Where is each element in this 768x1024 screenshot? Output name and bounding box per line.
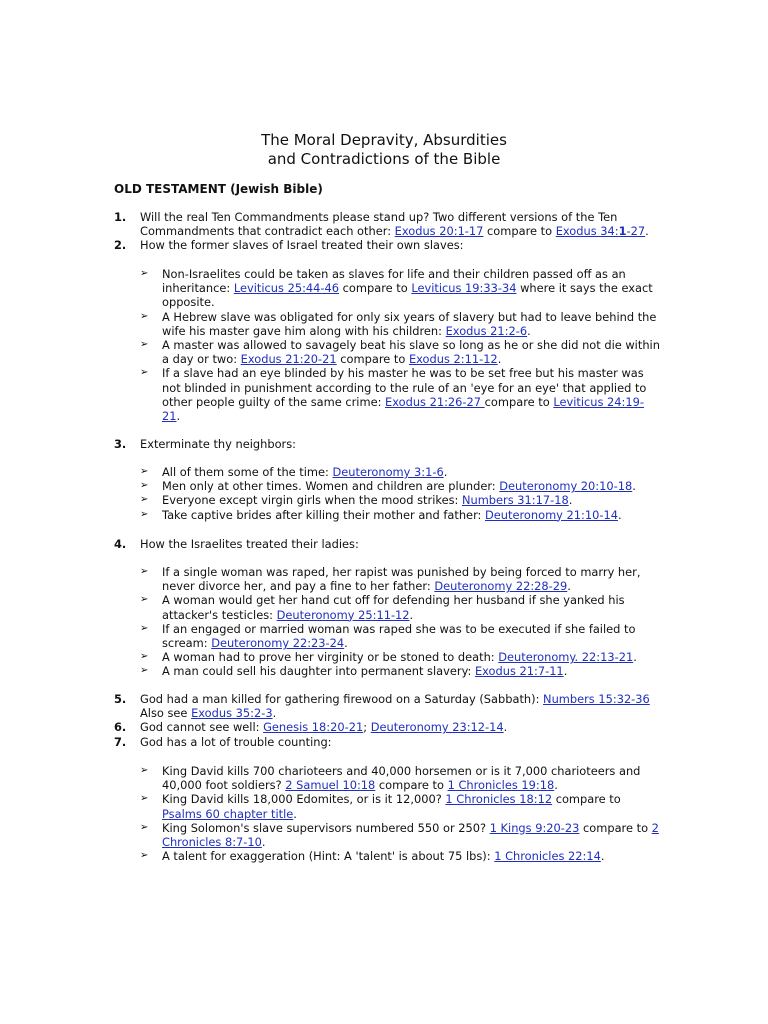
scripture-link[interactable]: Deuteronomy 21:10-14 bbox=[485, 507, 618, 522]
bullet-item: ➢ King David kills 18,000 Edomites, or is it 12,000? 1 Chronicles 18:12 compare to Psalms 60 chapter title. bbox=[140, 792, 621, 821]
list-item-4: 4. How the Israelites treated their ladies: bbox=[114, 537, 359, 551]
bullet-list-3 bbox=[140, 465, 660, 522]
scripture-link[interactable]: Exodus 21:7-11 bbox=[474, 664, 564, 679]
arrow-bullet-icon: ➢ bbox=[140, 566, 149, 577]
bullet-list-2 bbox=[140, 267, 660, 423]
scripture-link[interactable]: Exodus 20:1-17 bbox=[394, 224, 484, 239]
arrow-bullet-icon: ➢ bbox=[140, 850, 149, 862]
bullet-item: ➢ Everyone except virgin girls when the mood strikes: Numbers 31:17-18. bbox=[140, 493, 573, 508]
scripture-link[interactable]: Deuteronomy 20:10-18 bbox=[499, 479, 633, 494]
list-item-7: 7. God has a lot of trouble counting: bbox=[114, 734, 332, 749]
item-number: 2. bbox=[114, 238, 127, 253]
scripture-link[interactable]: Deuteronomy 22:23-24 bbox=[211, 636, 345, 651]
arrow-bullet-icon: ➢ bbox=[140, 310, 149, 322]
bullet-item: ➢ A woman would get her hand cut off for defending her husband if she yanked his attacker's testicles: Deuteronomy 25:11-12. bbox=[140, 593, 625, 622]
scripture-link[interactable]: Leviticus 19:33-34 bbox=[411, 281, 517, 296]
list-item-5: 5. God had a man killed for gathering firewood on a Saturday (Sabbath): Numbers 15:32-36 Also see Exodus 35:2-3. bbox=[114, 692, 650, 721]
bullet-item: ➢ Non-Israelites could be taken as slaves for life and their children passed off as an inheritance: Leviticus 25:44-46 compare to Leviticus 19:33-34 where it says the exact opposite. bbox=[140, 267, 653, 310]
scripture-link[interactable]: 1 Chronicles 22:14 bbox=[494, 849, 601, 864]
item-number: 7. bbox=[114, 734, 127, 749]
scripture-link[interactable]: 1 Kings 9:20-23 bbox=[489, 820, 580, 835]
bullet-item: ➢ A master was allowed to savagely beat his slave so long as he or she did not die within a day or two: Exodus 21:20-21 compare to Exodus 2:11-12. bbox=[140, 338, 660, 367]
scripture-link[interactable]: Exodus 21:26-27 bbox=[385, 394, 485, 409]
bullet-item: ➢ Men only at other times. Women and children are plunder: Deuteronomy 20:10-18. bbox=[140, 479, 636, 494]
scripture-link[interactable]: Exodus 34:1-27 bbox=[555, 224, 646, 239]
arrow-bullet-icon: ➢ bbox=[140, 268, 149, 279]
bullet-item: ➢ If a slave had an eye blinded by his master he was to be set free but his master was not blinded in punishment according to the rule of an 'eye for an eye' that applied to other people guilty of the same crime: Exodus 21:26-27 compare to Leviticus 24:19-21. bbox=[140, 366, 647, 424]
numbered-list-5-7 bbox=[114, 692, 659, 749]
scripture-link[interactable]: Genesis 18:20-21 bbox=[263, 720, 364, 735]
bullet-item: ➢ If a single woman was raped, her rapist was punished by being forced to marry her, never divorce her, and pay a fine to her father: Deuteronomy 22:28-29. bbox=[140, 565, 641, 594]
scripture-link[interactable]: Exodus 35:2-3 bbox=[191, 706, 273, 721]
bullet-list-7 bbox=[140, 764, 660, 863]
numbered-list-3 bbox=[114, 437, 659, 451]
scripture-link[interactable]: Leviticus 25:44-46 bbox=[233, 281, 340, 296]
bullet-item: ➢ A man could sell his daughter into permanent slavery: Exodus 21:7-11. bbox=[140, 664, 568, 679]
scripture-link[interactable]: Deuteronomy 22:28-29 bbox=[434, 579, 568, 594]
arrow-bullet-icon: ➢ bbox=[140, 367, 149, 379]
scripture-link[interactable]: 1 Chronicles 19:18 bbox=[447, 778, 555, 793]
scripture-link[interactable]: Deuteronomy 3:1-6 bbox=[332, 465, 444, 479]
scripture-link[interactable]: Psalms 60 chapter title bbox=[162, 806, 294, 821]
bullet-item: ➢ King Solomon's slave supervisors numbered 550 or 250? 1 Kings 9:20-23 compare to 2 Chronicles 8:7-10. bbox=[140, 820, 659, 850]
item-number: 4. bbox=[114, 537, 127, 551]
bullet-item: ➢ King David kills 700 charioteers and 40,000 horsemen or is it 7,000 charioteers and 40,000 foot soldiers? 2 Samuel 10:18 compare to 1 Chronicles 19:18. bbox=[140, 764, 641, 793]
arrow-bullet-icon: ➢ bbox=[140, 339, 149, 351]
arrow-bullet-icon: ➢ bbox=[140, 622, 149, 634]
arrow-bullet-icon: ➢ bbox=[140, 480, 149, 492]
scripture-link[interactable]: Numbers 31:17-18 bbox=[461, 493, 569, 508]
numbered-list-4 bbox=[114, 537, 659, 551]
page-title bbox=[0, 131, 768, 169]
list-item-2: 2. How the former slaves of Israel treated their own slaves: bbox=[114, 238, 464, 253]
list-item-3: 3. Exterminate thy neighbors: bbox=[114, 437, 296, 451]
bullet-item: ➢ All of them some of the time: Deuteronomy 3:1-6. bbox=[140, 465, 448, 479]
scripture-link[interactable]: 2 Chronicles 8:7-10 bbox=[162, 820, 659, 850]
item-number: 3. bbox=[114, 437, 127, 451]
arrow-bullet-icon: ➢ bbox=[140, 821, 149, 833]
arrow-bullet-icon: ➢ bbox=[140, 651, 149, 663]
bullet-list-4 bbox=[140, 565, 660, 679]
list-item-1: 1. Will the real Ten Commandments please stand up? Two different versions of the Ten Commandments that contradict each other: Exodus 20:1-17 compare to Exodus 34:1-27. bbox=[114, 210, 649, 239]
scripture-link[interactable]: Deuteronomy. 22:13-21 bbox=[498, 650, 634, 665]
bullet-item: ➢ If an engaged or married woman was raped she was to be executed if she failed to scream: Deuteronomy 22:23-24. bbox=[140, 621, 636, 651]
scripture-link[interactable]: Deuteronomy 23:12-14 bbox=[370, 720, 504, 735]
arrow-bullet-icon: ➢ bbox=[140, 765, 149, 776]
bullet-item: ➢ Take captive brides after killing their mother and father: Deuteronomy 21:10-14. bbox=[140, 507, 622, 522]
title-line-2: and Contradictions of the Bible bbox=[267, 150, 501, 168]
arrow-bullet-icon: ➢ bbox=[140, 508, 149, 520]
section-heading: OLD TESTAMENT (Jewish Bible) bbox=[114, 182, 323, 196]
numbered-list-1-2 bbox=[114, 210, 659, 253]
scripture-link[interactable]: Exodus 21:20-21 bbox=[240, 352, 337, 367]
bullet-item: ➢ A talent for exaggeration (Hint: A 'talent' is about 75 lbs): 1 Chronicles 22:14. bbox=[140, 849, 605, 864]
scripture-link[interactable]: Numbers 15:32-36 bbox=[543, 692, 650, 706]
title-line-1: The Moral Depravity, Absurdities bbox=[261, 131, 507, 149]
item-number: 5. bbox=[114, 692, 127, 706]
arrow-bullet-icon: ➢ bbox=[140, 594, 149, 606]
scripture-link[interactable]: Exodus 21:2-6 bbox=[445, 323, 528, 338]
arrow-bullet-icon: ➢ bbox=[140, 466, 149, 477]
scripture-link[interactable]: Exodus 2:11-12 bbox=[408, 352, 498, 367]
scripture-link[interactable]: Deuteronomy 25:11-12 bbox=[276, 607, 410, 622]
scripture-link[interactable]: 2 Samuel 10:18 bbox=[285, 778, 376, 793]
item-number: 1. bbox=[114, 210, 127, 224]
list-item-6: 6. God cannot see well: Genesis 18:20-21; Deuteronomy 23:12-14. bbox=[114, 720, 508, 735]
scripture-link[interactable]: Leviticus 24:19-21 bbox=[162, 394, 644, 424]
arrow-bullet-icon: ➢ bbox=[140, 494, 149, 506]
arrow-bullet-icon: ➢ bbox=[140, 665, 149, 677]
arrow-bullet-icon: ➢ bbox=[140, 793, 149, 805]
bullet-item: ➢ A Hebrew slave was obligated for only six years of slavery but had to leave behind the wife his master gave him along with his children: Exodus 21:2-6. bbox=[140, 309, 657, 338]
bullet-item: ➢ A woman had to prove her virginity or be stoned to death: Deuteronomy. 22:13-21. bbox=[140, 650, 637, 665]
item-number: 6. bbox=[114, 720, 127, 735]
scripture-link[interactable]: 1 Chronicles 18:12 bbox=[445, 792, 553, 807]
